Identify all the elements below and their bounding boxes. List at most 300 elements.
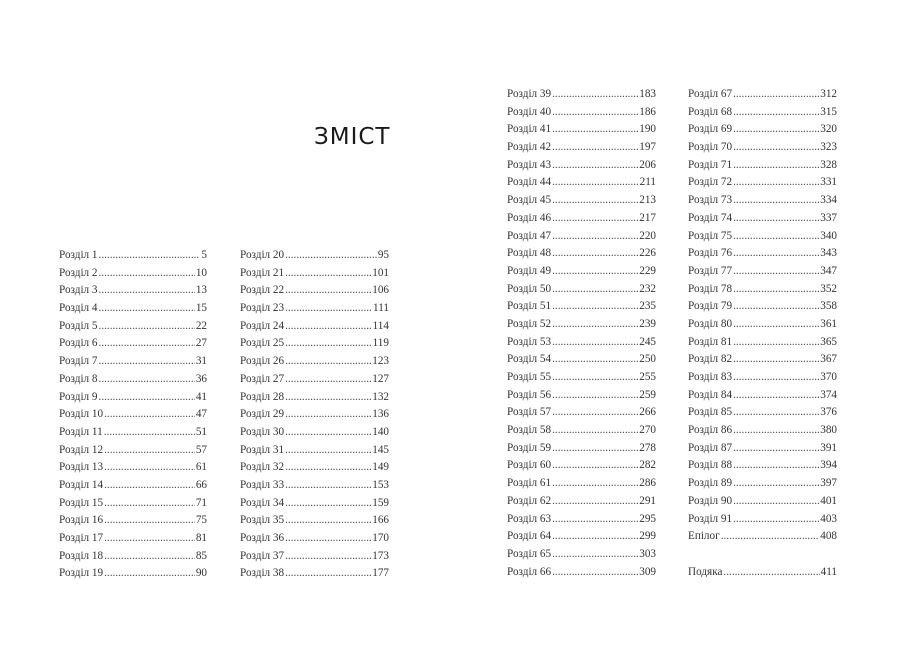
toc-entry <box>507 298 656 316</box>
toc-entry-label: Розділ 1 <box>59 249 98 261</box>
dot-leader <box>285 495 371 513</box>
dot-leader <box>285 371 371 389</box>
dot-leader <box>552 351 638 369</box>
toc-entry-label: Розділ 17 <box>59 532 104 544</box>
toc-entry <box>688 316 837 334</box>
dot-leader <box>99 300 195 318</box>
dot-leader <box>552 210 638 228</box>
toc-entry-page-number: 295 <box>639 512 656 525</box>
toc-entry-label: Розділ 81 <box>688 335 733 348</box>
dot-leader <box>733 210 819 228</box>
toc-entry <box>59 495 207 513</box>
toc-entry <box>688 422 837 440</box>
dot-leader <box>99 318 195 336</box>
toc-entry <box>240 282 389 300</box>
toc-entry-page-number: 235 <box>639 300 656 313</box>
toc-entry-label: Розділ 66 <box>507 565 552 578</box>
dot-leader <box>104 459 195 477</box>
toc-entry-label: Розділ 11 <box>59 425 103 438</box>
toc-entry <box>59 406 207 424</box>
toc-entry-page-number: 408 <box>820 530 837 543</box>
dot-leader <box>733 281 819 299</box>
toc-entry-page-number: 211 <box>639 176 656 189</box>
toc-entry-page-number: 380 <box>820 424 837 437</box>
dot-leader <box>552 387 638 405</box>
toc-entry <box>59 300 207 318</box>
toc-entry-label: Розділ 23 <box>240 302 285 315</box>
toc-entry <box>688 457 837 475</box>
toc-spacer <box>688 546 837 564</box>
toc-entry-label: Розділ 19 <box>59 567 104 580</box>
dot-leader <box>104 565 195 583</box>
toc-entry-page-number: 127 <box>372 372 389 385</box>
toc-entry-page-number: 71 <box>195 496 207 509</box>
toc-entry <box>507 174 656 192</box>
dot-leader <box>99 389 195 407</box>
toc-entry-label: Розділ 40 <box>507 105 552 118</box>
toc-entry <box>507 546 656 564</box>
toc-entry <box>688 174 837 192</box>
toc-entry-label: Розділ 39 <box>507 88 552 100</box>
toc-entry <box>240 353 389 371</box>
toc-entry-page-number: 334 <box>820 194 837 207</box>
toc-entry-label: Розділ 78 <box>688 282 733 295</box>
toc-entry-label: Розділ 14 <box>59 478 104 491</box>
dot-leader <box>285 406 371 424</box>
toc-entry <box>240 371 389 389</box>
toc-entry <box>240 318 389 336</box>
toc-entry-label: Розділ 60 <box>507 459 552 472</box>
dot-leader <box>552 174 639 192</box>
dot-leader <box>552 192 638 210</box>
toc-entry <box>507 351 656 369</box>
toc-entry-page-number: 347 <box>820 264 837 277</box>
toc-entry <box>240 495 389 513</box>
toc-entry <box>507 86 656 104</box>
toc-entry <box>507 157 656 175</box>
toc-entry <box>59 442 207 460</box>
dot-leader <box>552 316 638 334</box>
dot-leader <box>733 334 819 352</box>
toc-entry <box>59 512 207 530</box>
toc-entry <box>688 351 837 369</box>
toc-entry <box>59 424 207 442</box>
dot-leader <box>285 300 372 318</box>
toc-entry-label: Розділ 56 <box>507 388 552 401</box>
toc-entry-label: Розділ 28 <box>240 390 285 403</box>
toc-entry-page-number: 159 <box>372 496 389 509</box>
toc-entry-page-number: 259 <box>639 388 656 401</box>
toc-entry <box>59 318 207 336</box>
toc-entry-label: Розділ 79 <box>688 300 733 313</box>
dot-leader <box>552 298 638 316</box>
dot-leader <box>723 564 819 582</box>
toc-entry-label: Розділ 84 <box>688 388 733 401</box>
page-title: ЗМІСТ <box>314 124 391 150</box>
toc-entry <box>240 247 389 265</box>
dot-leader <box>285 512 371 530</box>
toc-entry <box>59 335 207 353</box>
toc-entry-label: Розділ 21 <box>240 266 285 279</box>
toc-entry-page-number: 47 <box>195 408 207 421</box>
toc-entry-page-number: 106 <box>372 284 389 297</box>
dot-leader <box>552 245 638 263</box>
toc-column-1 <box>59 247 207 583</box>
toc-entry-label: Розділ 85 <box>688 406 733 419</box>
toc-entry-page-number: 278 <box>639 441 656 454</box>
toc-entry <box>507 192 656 210</box>
toc-entry-label: Розділ 83 <box>688 371 733 383</box>
toc-entry-page-number: 213 <box>639 194 656 207</box>
dot-leader <box>733 422 819 440</box>
dot-leader <box>285 282 371 300</box>
toc-entry-page-number: 328 <box>820 158 837 171</box>
toc-entry-page-number: 36 <box>195 372 207 385</box>
toc-entry-label: Розділ 61 <box>507 477 552 490</box>
dot-leader <box>99 371 195 389</box>
toc-entry-page-number: 286 <box>639 477 656 490</box>
toc-entry <box>240 459 389 477</box>
dot-leader <box>104 530 195 548</box>
toc-entry-page-number: 206 <box>639 158 656 171</box>
toc-entry <box>507 281 656 299</box>
dot-leader <box>552 104 638 122</box>
toc-entry <box>688 228 837 246</box>
dot-leader <box>99 335 195 353</box>
toc-entry <box>507 104 656 122</box>
toc-entry <box>507 245 656 263</box>
toc-entry-label: Розділ 7 <box>59 355 98 368</box>
toc-entry-page-number: 343 <box>820 247 837 260</box>
dot-leader <box>285 548 371 566</box>
toc-entry <box>688 404 837 422</box>
dot-leader <box>552 404 638 422</box>
dot-leader <box>552 440 638 458</box>
toc-entry-label: Розділ 5 <box>59 319 98 332</box>
toc-entry-page-number: 22 <box>195 319 207 332</box>
toc-entry-page-number: 270 <box>639 424 656 437</box>
toc-entry-label: Розділ 57 <box>507 406 552 419</box>
toc-entry-label: Розділ 65 <box>507 547 552 560</box>
toc-entry-page-number: 226 <box>639 247 656 260</box>
dot-leader <box>99 353 195 371</box>
toc-entry-page-number: 374 <box>820 388 837 401</box>
toc-entry-label: Розділ 44 <box>507 176 552 189</box>
toc-entry-page-number: 250 <box>639 353 656 366</box>
dot-leader <box>733 104 819 122</box>
dot-leader <box>104 442 195 460</box>
toc-entry-page-number: 358 <box>820 300 837 313</box>
toc-entry-label: Розділ 70 <box>688 141 733 154</box>
toc-entry-label: Розділ 22 <box>240 284 285 297</box>
toc-entry <box>688 387 837 405</box>
toc-entry-label: Розділ 73 <box>688 194 733 207</box>
toc-entry <box>240 300 389 318</box>
toc-entry-page-number: 114 <box>372 319 389 332</box>
toc-entry-page-number: 282 <box>639 459 656 472</box>
dot-leader <box>733 387 819 405</box>
toc-entry-page-number: 57 <box>195 443 207 456</box>
toc-entry-page-number: 331 <box>820 176 837 189</box>
toc-entry-page-number: 309 <box>639 565 656 578</box>
toc-entry-label: Розділ 77 <box>688 264 733 277</box>
toc-entry <box>688 192 837 210</box>
toc-entry-page-number: 27 <box>195 337 207 350</box>
dot-leader <box>285 247 377 265</box>
toc-entry-label: Розділ 9 <box>59 390 98 403</box>
dot-leader <box>99 247 201 265</box>
toc-entry-label: Розділ 86 <box>688 424 733 437</box>
toc-entry-page-number: 303 <box>639 547 656 560</box>
dot-leader <box>285 318 372 336</box>
dot-leader <box>733 192 819 210</box>
toc-entry-label: Розділ 53 <box>507 335 552 348</box>
dot-leader <box>552 228 638 246</box>
toc-entry-label: Розділ 51 <box>507 300 552 313</box>
toc-entry-page-number: 291 <box>639 494 656 507</box>
dot-leader <box>552 564 638 582</box>
toc-entry <box>507 228 656 246</box>
toc-entry <box>59 265 207 283</box>
toc-entry-page-number: 220 <box>639 229 656 242</box>
dot-leader <box>552 511 638 529</box>
toc-entry <box>59 565 207 583</box>
dot-leader <box>285 530 371 548</box>
toc-entry <box>688 528 837 546</box>
toc-column-4 <box>688 86 837 581</box>
toc-entry-page-number: 111 <box>373 302 389 315</box>
toc-entry-page-number: 119 <box>372 337 389 350</box>
toc-entry-label: Розділ 34 <box>240 496 285 509</box>
toc-entry-label: Розділ 72 <box>688 176 733 189</box>
toc-entry-page-number: 173 <box>372 549 389 562</box>
dot-leader <box>733 440 819 458</box>
toc-entry-label: Розділ 91 <box>688 512 733 525</box>
dot-leader <box>733 228 819 246</box>
dot-leader <box>733 298 819 316</box>
toc-entry-page-number: 391 <box>820 441 837 454</box>
toc-entry-label: Розділ 71 <box>688 158 733 171</box>
toc-entry-page-number: 5 <box>201 249 207 261</box>
dot-leader <box>552 457 638 475</box>
toc-entry <box>507 528 656 546</box>
toc-entry-page-number: 323 <box>820 141 837 154</box>
toc-entry-label: Розділ 48 <box>507 247 552 260</box>
dot-leader <box>104 477 195 495</box>
toc-entry-page-number: 397 <box>820 477 837 490</box>
dot-leader <box>552 157 638 175</box>
toc-entry-label: Розділ 54 <box>507 353 552 366</box>
toc-entry-page-number: 13 <box>195 284 207 297</box>
toc-entry-label: Розділ 67 <box>688 88 733 100</box>
toc-entry-page-number: 320 <box>820 123 837 136</box>
toc-entry-page-number: 15 <box>195 302 207 315</box>
toc-entry-label: Розділ 38 <box>240 567 285 580</box>
toc-entry <box>507 511 656 529</box>
toc-entry-label: Розділ 30 <box>240 425 285 438</box>
toc-entry <box>59 371 207 389</box>
toc-entry-label: Розділ 52 <box>507 317 552 330</box>
toc-entry-page-number: 352 <box>820 282 837 295</box>
toc-entry-label: Розділ 69 <box>688 123 733 136</box>
toc-entry-page-number: 101 <box>372 266 389 279</box>
toc-entry <box>240 512 389 530</box>
toc-entry-label: Розділ 12 <box>59 443 104 456</box>
toc-entry-page-number: 149 <box>372 461 389 474</box>
toc-entry-page-number: 177 <box>372 567 389 580</box>
toc-entry <box>507 334 656 352</box>
dot-leader <box>733 139 819 157</box>
toc-entry-label: Розділ 80 <box>688 317 733 330</box>
toc-entry-label: Розділ 63 <box>507 512 552 525</box>
dot-leader <box>733 493 819 511</box>
toc-entry-label: Розділ 75 <box>688 229 733 242</box>
toc-entry-label: Розділ 59 <box>507 441 552 454</box>
toc-entry <box>688 139 837 157</box>
toc-entry-page-number: 367 <box>820 353 837 366</box>
toc-entry-page-number: 41 <box>195 390 207 403</box>
toc-entry-page-number: 123 <box>372 355 389 368</box>
toc-entry-label: Розділ 43 <box>507 158 552 171</box>
toc-entry-label: Розділ 31 <box>240 443 285 456</box>
toc-entry <box>688 493 837 511</box>
toc-entry-page-number: 153 <box>372 478 389 491</box>
toc-entry <box>240 477 389 495</box>
toc-entry-label: Розділ 46 <box>507 211 552 224</box>
toc-entry <box>240 389 389 407</box>
toc-entry-label: Розділ 24 <box>240 319 285 332</box>
toc-entry-page-number: 232 <box>639 282 656 295</box>
dot-leader <box>733 511 819 529</box>
toc-entry-page-number: 31 <box>195 355 207 368</box>
toc-entry-label: Розділ 62 <box>507 494 552 507</box>
toc-entry-label: Розділ 29 <box>240 408 285 421</box>
toc-entry-label: Подяка <box>688 565 723 578</box>
toc-entry-page-number: 312 <box>820 88 837 100</box>
toc-entry-label: Розділ 10 <box>59 408 104 421</box>
dot-leader <box>285 477 371 495</box>
toc-column-3 <box>507 86 656 581</box>
toc-entry-label: Розділ 87 <box>688 441 733 454</box>
dot-leader <box>552 86 638 104</box>
toc-entry <box>59 247 207 265</box>
toc-entry <box>59 282 207 300</box>
toc-entry-label: Розділ 35 <box>240 514 285 527</box>
toc-entry-label: Розділ 82 <box>688 353 733 366</box>
toc-entry <box>59 548 207 566</box>
dot-leader <box>552 422 638 440</box>
toc-entry <box>240 406 389 424</box>
toc-entry <box>507 457 656 475</box>
dot-leader <box>285 442 371 460</box>
dot-leader <box>733 316 819 334</box>
toc-entry <box>507 493 656 511</box>
toc-entry-page-number: 170 <box>372 532 389 544</box>
toc-entry-page-number: 190 <box>639 123 656 136</box>
toc-entry-label: Розділ 55 <box>507 371 552 383</box>
toc-entry-label: Розділ 64 <box>507 530 552 543</box>
dot-leader <box>285 389 371 407</box>
toc-entry <box>240 548 389 566</box>
toc-entry-page-number: 145 <box>372 443 389 456</box>
dot-leader <box>104 548 195 566</box>
toc-entry <box>688 121 837 139</box>
dot-leader <box>733 263 819 281</box>
toc-entry-label: Розділ 89 <box>688 477 733 490</box>
dot-leader <box>733 351 819 369</box>
dot-leader <box>552 475 638 493</box>
toc-entry-label: Розділ 8 <box>59 372 98 385</box>
toc-entry-page-number: 10 <box>195 266 207 279</box>
toc-entry-page-number: 401 <box>820 494 837 507</box>
toc-entry-label: Розділ 25 <box>240 337 285 350</box>
dot-leader <box>552 546 638 564</box>
toc-entry <box>507 316 656 334</box>
dot-leader <box>552 493 638 511</box>
toc-entry <box>688 334 837 352</box>
toc-entry-label: Розділ 36 <box>240 532 285 544</box>
toc-entry <box>240 442 389 460</box>
dot-leader <box>733 121 819 139</box>
toc-entry-page-number: 394 <box>820 459 837 472</box>
toc-entry <box>507 404 656 422</box>
toc-entry <box>507 263 656 281</box>
dot-leader <box>721 528 820 546</box>
toc-entry <box>240 565 389 583</box>
dot-leader <box>733 245 819 263</box>
toc-entry-page-number: 361 <box>820 317 837 330</box>
dot-leader <box>285 335 372 353</box>
toc-entry-page-number: 132 <box>372 390 389 403</box>
toc-entry-page-number: 239 <box>639 317 656 330</box>
toc-entry <box>688 263 837 281</box>
toc-entry-page-number: 85 <box>195 549 207 562</box>
toc-entry-page-number: 229 <box>639 264 656 277</box>
toc-entry-label: Розділ 18 <box>59 549 104 562</box>
toc-entry-page-number: 299 <box>639 530 656 543</box>
toc-entry-label: Розділ 41 <box>507 123 552 136</box>
toc-entry-page-number: 166 <box>372 514 389 527</box>
toc-entry-label: Розділ 76 <box>688 247 733 260</box>
toc-entry-label: Розділ 47 <box>507 229 552 242</box>
dot-leader <box>733 457 819 475</box>
dot-leader <box>104 424 195 442</box>
dot-leader <box>285 565 371 583</box>
dot-leader <box>552 263 638 281</box>
toc-entry-label: Розділ 6 <box>59 337 98 350</box>
toc-entry <box>59 530 207 548</box>
dot-leader <box>99 282 195 300</box>
toc-entry <box>240 424 389 442</box>
toc-entry-label: Розділ 90 <box>688 494 733 507</box>
toc-entry <box>688 511 837 529</box>
toc-entry <box>507 387 656 405</box>
toc-entry <box>59 353 207 371</box>
toc-entry <box>507 475 656 493</box>
toc-entry-page-number: 255 <box>639 371 656 383</box>
toc-entry-label: Розділ 16 <box>59 514 104 527</box>
toc-entry-label: Епілог <box>688 530 720 543</box>
toc-entry-label: Розділ 32 <box>240 461 285 474</box>
toc-entry-page-number: 403 <box>820 512 837 525</box>
toc-entry-label: Розділ 58 <box>507 424 552 437</box>
toc-entry-page-number: 337 <box>820 211 837 224</box>
toc-entry <box>59 459 207 477</box>
toc-entry <box>240 530 389 548</box>
dot-leader <box>733 157 819 175</box>
dot-leader <box>104 512 195 530</box>
dot-leader <box>104 495 195 513</box>
